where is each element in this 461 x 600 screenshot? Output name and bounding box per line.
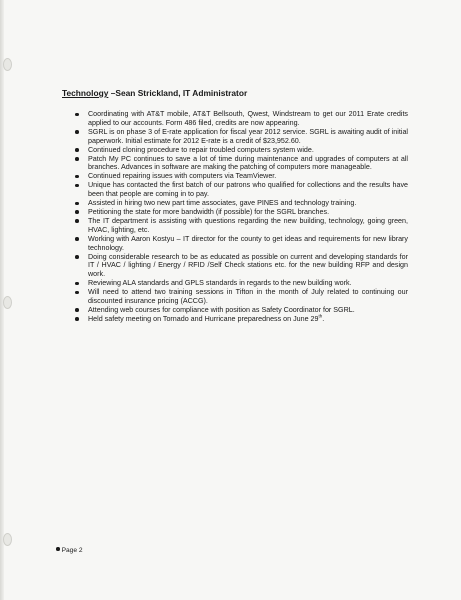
bullet-dot <box>75 317 79 321</box>
bullet-dot <box>75 113 79 117</box>
punch-hole-bottom <box>3 533 12 546</box>
list-item <box>64 217 408 235</box>
bullet-dot <box>75 308 79 312</box>
list-item <box>64 306 408 315</box>
list-item <box>64 235 408 253</box>
bullet-text: Working with Aaron Kostyu – IT director for the county to get ideas and requirements for new library technology. <box>88 234 408 252</box>
list-item <box>64 199 408 208</box>
bullet-text: Held safety meeting on Tornado and Hurricane preparedness on June 29 <box>88 314 319 323</box>
bullet-text: Coordinating with AT&T mobile, AT&T Bellsouth, Qwest, Windstream to get our 2011 Erate credits applied to our accounts. Form 486 filed, credits are now appearing. <box>88 110 408 127</box>
list-item <box>64 155 408 173</box>
list-item <box>64 279 408 288</box>
bullet-dot <box>75 291 79 295</box>
list-item <box>64 146 408 155</box>
bullet-list <box>64 110 408 324</box>
bullet-dot <box>75 148 79 152</box>
bullet-text: Petitioning the state for more bandwidth (if possible) for the SGRL branches. <box>88 207 330 216</box>
section-byline: –Sean Strickland, IT Administrator <box>108 88 248 98</box>
ordinal-suffix: th <box>318 313 323 319</box>
bullet-dot <box>75 157 79 161</box>
bullet-text: Continued cloning procedure to repair troubled computers system wide. <box>88 145 314 154</box>
bullet-dot <box>75 237 79 241</box>
list-item <box>64 253 408 280</box>
list-item <box>64 315 408 324</box>
bullet-dot <box>75 210 79 214</box>
page-number-label: Page 2 <box>61 547 83 554</box>
section-topic: Technology <box>62 88 109 98</box>
list-item <box>64 288 408 306</box>
bullet-dot <box>75 184 79 188</box>
section-heading <box>62 88 247 98</box>
bullet-text: SGRL is on phase 3 of E-rate application for fiscal year 2012 service. SGRL is awaiting audit of initial paperwork. Initial estimate for 2012 E-rate is a credit of $23,952.60. <box>88 127 408 145</box>
punch-hole-top <box>3 58 12 71</box>
punch-hole-middle <box>3 296 12 309</box>
bullet-dot <box>75 130 79 134</box>
footer-bullet-dot <box>56 547 60 551</box>
bullet-dot <box>75 202 79 206</box>
bullet-dot <box>75 219 79 223</box>
bullet-text: Continued repairing issues with computers via TeamViewer. <box>88 172 277 181</box>
list-item <box>64 128 408 146</box>
bullet-text: Unique has contacted the first batch of our patrons who qualified for collections and the results have been that people are coming in to pay. <box>88 181 408 199</box>
list-item <box>64 172 408 181</box>
bullet-dot <box>75 175 79 179</box>
bullet-text: The IT department is assisting with questions regarding the new building, technology, going green, HVAC, lighting, etc. <box>88 216 408 234</box>
bullet-dot <box>75 255 79 259</box>
list-item <box>64 208 408 217</box>
bullet-text: Patch My PC continues to save a lot of time during maintenance and upgrades of computers at all branches. Advances in software are making the patching of computers more manageable. <box>88 154 408 172</box>
bullet-dot <box>75 282 79 286</box>
list-item <box>64 181 408 199</box>
bullet-text-tail: . <box>322 314 325 323</box>
bullet-text: Will need to attend two training sessions in Tifton in the month of July related to continuing our discounted insurance pricing (ACCG). <box>88 288 408 306</box>
page-footer <box>56 547 83 554</box>
bullet-text: Attending web courses for compliance with position as Safety Coordinator for SGRL. <box>88 305 355 314</box>
bullet-text: Reviewing ALA standards and GPLS standards in regards to the new building work. <box>88 279 352 288</box>
bullet-text: Doing considerable research to be as educated as possible on current and developing standards for IT / HVAC / lighting / Energy / RFID /Self Check stations etc. for the new building RFP and design work. <box>88 252 408 279</box>
list-item <box>64 110 408 128</box>
bullet-text: Assisted in hiring two new part time associates, gave PINES and technology training. <box>88 199 357 208</box>
